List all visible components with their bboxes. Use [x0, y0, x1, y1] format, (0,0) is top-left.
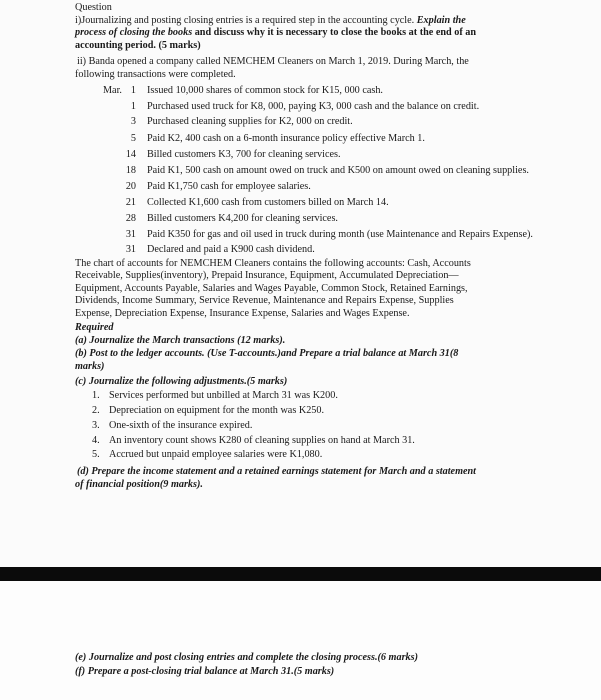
part-one-text	[75, 15, 595, 52]
adjustment-number: 5.	[92, 449, 100, 460]
question-heading: Question	[75, 2, 112, 13]
requirement-e: (e) Journalize and post closing entries and complete the closing process.(6 marks)	[75, 652, 418, 663]
accounts-line: Expense, Depreciation Expense, Insurance Expense, Salaries and Wages Expense.	[75, 307, 410, 319]
requirement-f: (f) Prepare a post-closing trial balance at March 31.(5 marks)	[75, 666, 335, 677]
part-one-task-italic: process of closing the books	[75, 27, 193, 39]
chart-of-accounts	[75, 258, 595, 320]
question-page-continued	[0, 581, 601, 700]
transaction-day: 20	[125, 181, 136, 192]
requirement-d: (d) Prepare the income statement and a retained earnings statement for March and a statement	[77, 466, 477, 477]
transaction-day: 5	[130, 133, 136, 144]
transaction-day: 31	[125, 229, 136, 240]
requirement-d-cont: of financial position(9 marks).	[75, 479, 203, 490]
requirement-b: (b) Post to the ledger accounts. (Use T-accounts.)and Prepare a trial balance at March 31(8	[75, 348, 459, 359]
adjustment-number: 1.	[92, 390, 100, 401]
transaction-desc: Paid K1, 500 cash on amount owed on truck and K500 on amount owed on cleaning supplies.	[147, 165, 529, 176]
part-one-task-rest: and discuss why it is necessary to close the books at the end of an	[192, 27, 477, 39]
requirement-c: (c) Journalize the following adjustments.(5 marks)	[75, 376, 288, 387]
transaction-day: 1	[130, 101, 136, 112]
transaction-desc: Purchased used truck for K8, 000, paying K3, 000 cash and the balance on credit.	[147, 101, 480, 112]
transaction-desc: Paid K1,750 cash for employee salaries.	[147, 181, 311, 192]
adjustment-text: An inventory count shows K280 of cleaning supplies on hand at March 31.	[109, 435, 415, 446]
required-heading: Required	[75, 322, 114, 333]
accounts-line: The chart of accounts for NEMCHEM Cleaners contains the following accounts: Cash, Accounts	[75, 258, 471, 269]
part-one-task-end: accounting period. (5 marks)	[75, 39, 201, 51]
transaction-desc: Collected K1,600 cash from customers billed on March 14.	[147, 197, 389, 208]
transaction-desc: Paid K350 for gas and oil used in truck during month (use Maintenance and Repairs Expense).	[147, 229, 533, 240]
adjustment-number: 2.	[92, 405, 100, 416]
transaction-day: 1	[130, 85, 136, 96]
adjustment-number: 3.	[92, 420, 100, 431]
requirement-a: (a) Journalize the March transactions (12 marks).	[75, 335, 286, 346]
transaction-desc: Issued 10,000 shares of common stock for K15, 000 cash.	[147, 85, 383, 96]
transaction-day: 14	[125, 149, 136, 160]
adjustment-text: Depreciation on equipment for the month was K250.	[109, 405, 325, 416]
transaction-desc: Billed customers K4,200 for cleaning services.	[147, 213, 338, 224]
transaction-desc: Billed customers K3, 700 for cleaning services.	[147, 149, 341, 160]
part-one-task-start: Explain the	[416, 15, 466, 26]
transaction-desc: Purchased cleaning supplies for K2, 000 on credit.	[147, 116, 353, 127]
page-separator	[0, 567, 601, 581]
transaction-day: 31	[125, 244, 136, 255]
transaction-desc: Paid K2, 400 cash on a 6-month insurance policy effective March 1.	[147, 133, 425, 144]
transaction-day: 3	[130, 116, 136, 127]
adjustment-text: Services performed but unbilled at March 31 was K200.	[109, 390, 338, 401]
transaction-desc: Declared and paid a K900 cash dividend.	[147, 244, 315, 255]
part-two-intro: ii) Banda opened a company called NEMCHEM Cleaners on March 1, 2019. During March, the	[77, 56, 469, 67]
transaction-day: 21	[125, 197, 136, 208]
part-two-intro-2: following transactions were completed.	[75, 69, 236, 80]
adjustment-text: One-sixth of the insurance expired.	[109, 420, 253, 431]
requirement-b-cont: marks)	[75, 361, 105, 372]
month-label: Mar.	[103, 85, 122, 96]
transaction-day: 28	[125, 213, 136, 224]
transaction-day: 18	[125, 165, 136, 176]
accounts-line: Receivable, Supplies(inventory), Prepaid Insurance, Equipment, Accumulated Depreciation—	[75, 270, 459, 282]
adjustment-number: 4.	[92, 435, 100, 446]
accounts-line: Equipment, Accounts Payable, Salaries and Wages Payable, Common Stock, Retained Earnings,	[75, 282, 468, 294]
accounts-line: Dividends, Income Summary, Service Revenue, Maintenance and Repairs Expense, Supplies	[75, 295, 454, 307]
part-one-prefix: i)Journalizing and posting closing entries is a required step in the accounting cycle.	[75, 15, 417, 26]
adjustment-text: Accrued but unpaid employee salaries were K1,080.	[109, 449, 323, 460]
